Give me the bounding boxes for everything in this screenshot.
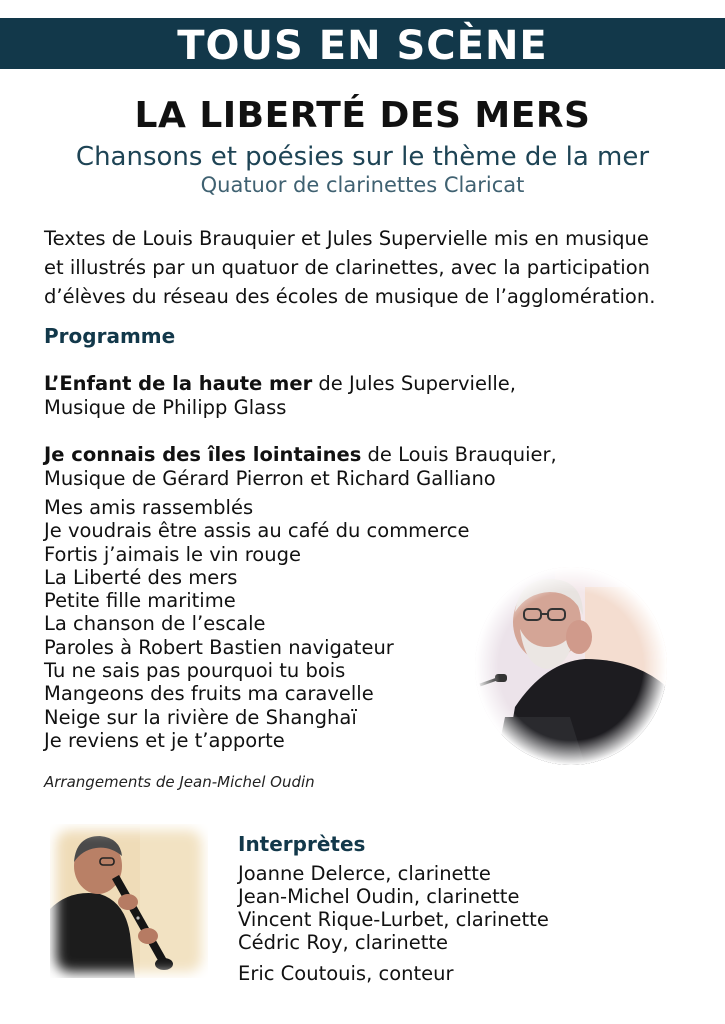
performer-item: Vincent Rique-Lurbet, clarinette (238, 908, 549, 931)
intro-line: d’élèves du réseau des écoles de musique de l’agglomération. (44, 285, 656, 308)
work-title: L’Enfant de la haute mer (44, 372, 313, 395)
work-author: de Louis Brauquier, (361, 443, 557, 466)
work-title: Je connais des îles lointaines (44, 443, 362, 466)
intro-line: Textes de Louis Brauquier et Jules Supervielle mis en musique (44, 227, 649, 250)
work-1 (44, 372, 516, 420)
song-item: Mangeons des fruits ma caravelle (44, 682, 374, 706)
song-item: Je reviens et je t’apporte (44, 728, 285, 752)
performer-item: Cédric Roy, clarinette (238, 931, 449, 954)
performer-item: Jean-Michel Oudin, clarinette (238, 885, 520, 908)
intro-paragraph (44, 224, 704, 311)
song-item: Paroles à Robert Bastien navigateur (44, 635, 394, 659)
clarinetist-photo (50, 824, 208, 978)
song-item: Je voudrais être assis au café du commerce (44, 519, 470, 543)
work-author: de Jules Supervielle, (312, 372, 516, 395)
ensemble-name: Quatuor de clarinettes Claricat (200, 173, 525, 197)
song-item: Mes amis rassemblés (44, 496, 254, 519)
arrangements-credit: Arrangements de Jean-Michel Oudin (44, 773, 315, 791)
narrator-photo (475, 567, 667, 765)
work-music: Musique de Philipp Glass (44, 396, 287, 419)
intro-line: et illustrés par un quatuor de clarinettes, avec la participation (44, 256, 650, 279)
event-title: LA LIBERTÉ DES MERS (134, 95, 591, 136)
event-subtitle: Chansons et poésies sur le thème de la mer (75, 142, 650, 172)
work-music: Musique de Gérard Pierron et Richard Galliano (44, 467, 496, 490)
song-item: Tu ne sais pas pourquoi tu bois (44, 659, 346, 683)
song-item: Petite fille maritime (44, 589, 236, 613)
programme-heading: Programme (44, 324, 176, 348)
song-item: La Liberté des mers (44, 565, 238, 589)
song-item: La chanson de l’escale (44, 612, 266, 636)
work-2 (44, 443, 557, 491)
performer-item: Joanne Delerce, clarinette (238, 862, 491, 885)
performer-list (238, 862, 549, 954)
narrator-item: Eric Coutouis, conteur (238, 962, 454, 985)
song-list (44, 496, 470, 752)
song-item: Fortis j’aimais le vin rouge (44, 542, 301, 566)
song-item: Neige sur la rivière de Shanghaï (44, 705, 357, 729)
interpretes-heading: Interprètes (238, 832, 366, 856)
banner-title: TOUS EN SCÈNE (177, 23, 548, 69)
